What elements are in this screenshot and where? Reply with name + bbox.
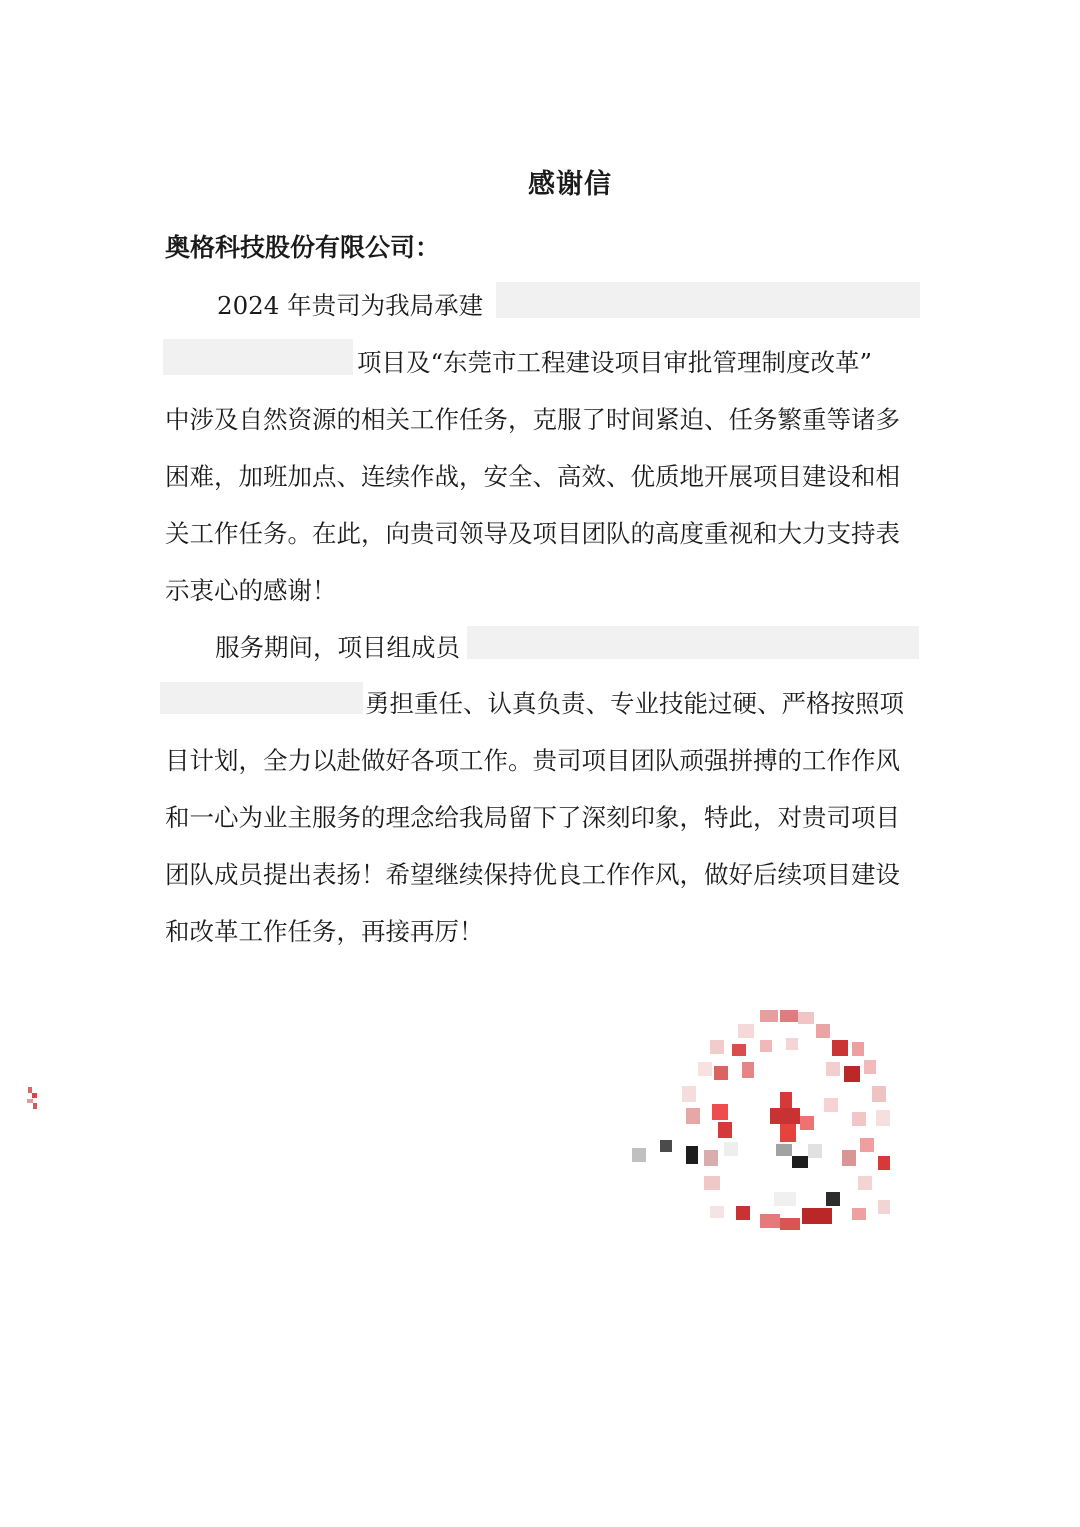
salutation: 奥格科技股份有限公司： <box>165 233 441 262</box>
body-line: 2024 年贵司为我局承建 <box>217 291 484 320</box>
body-line: 勇担重任、认真负责、专业技能过硬、严格按照项 <box>365 689 904 718</box>
ink-speck-icon <box>24 1085 42 1115</box>
body-line: 困难，加班加点、连续作战，安全、高效、优质地开展项目建设和相 <box>165 462 900 491</box>
redacted-block <box>467 626 919 659</box>
body-line: 服务期间，项目组成员 <box>215 633 460 662</box>
body-line: 和改革工作任务，再接再厉！ <box>165 917 484 946</box>
body-line: 目计划，全力以赴做好各项工作。贵司项目团队顽强拼搏的工作作风 <box>165 746 900 775</box>
body-line: 项目及“东莞市工程建设项目审批管理制度改革” <box>357 348 873 377</box>
redacted-block <box>496 282 920 318</box>
body-line: 示衷心的感谢！ <box>165 576 337 605</box>
page-title: 感谢信 <box>528 169 612 200</box>
body-line: 和一心为业主服务的理念给我局留下了深刻印象，特此，对贵司项目 <box>165 803 900 832</box>
redacted-block <box>160 682 363 714</box>
body-line: 关工作任务。在此，向贵司领导及项目团队的高度重视和大力支持表 <box>165 519 900 548</box>
official-seal-icon <box>620 1000 920 1240</box>
body-line: 团队成员提出表扬！希望继续保持优良工作作风，做好后续项目建设 <box>165 860 900 889</box>
redacted-block <box>163 339 353 375</box>
body-line: 中涉及自然资源的相关工作任务，克服了时间紧迫、任务繁重等诸多 <box>165 405 900 434</box>
